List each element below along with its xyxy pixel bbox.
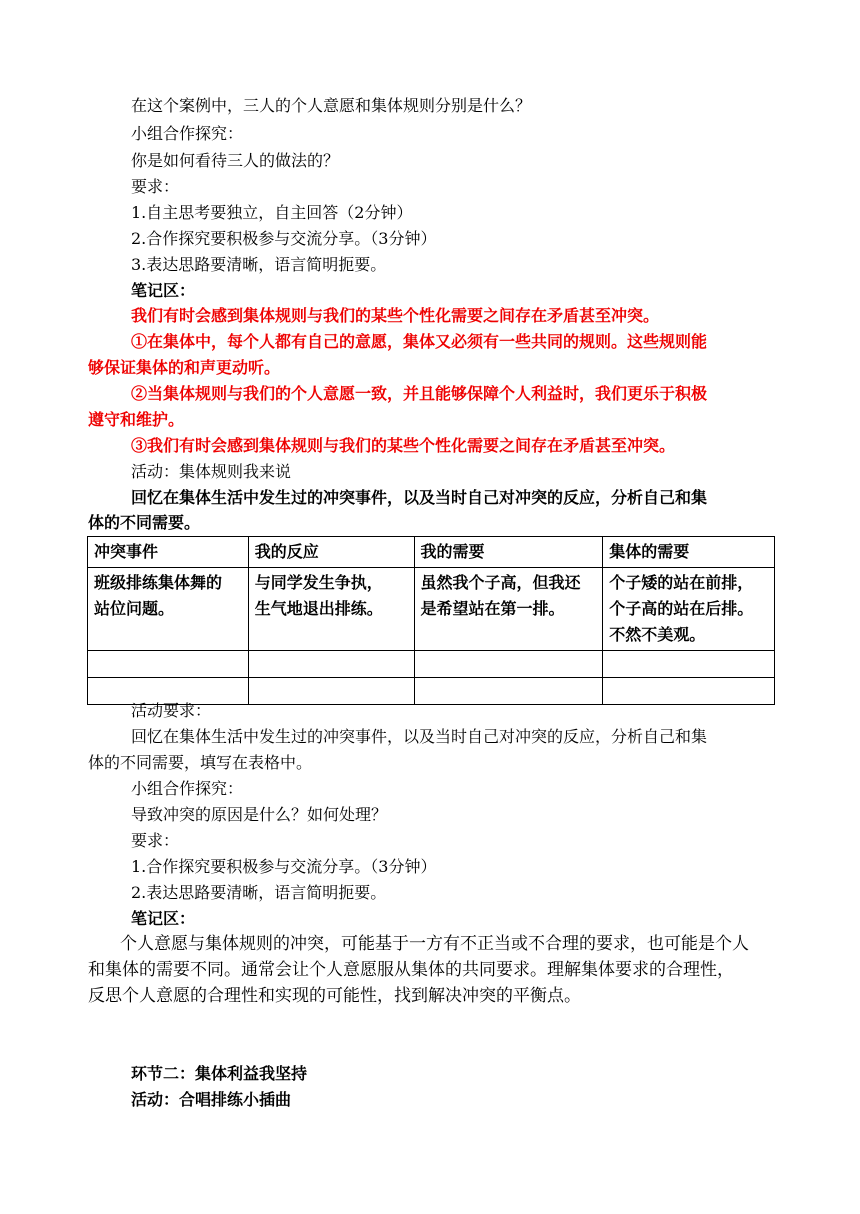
red-note-line: ①在集体中，每个人都有自己的意愿，集体又必须有一些共同的规则。这些规则能 (131, 332, 708, 351)
activity-intro-line: 体的不同需要。 (88, 513, 201, 532)
cell-line: 班级排练集体舞的 (94, 573, 223, 592)
red-note-line: ③我们有时会感到集体规则与我们的某些个性化需要之间存在矛盾甚至冲突。 (131, 436, 676, 455)
table-cell (88, 568, 249, 651)
activity-requirements-heading: 活动要求： (131, 701, 212, 720)
table-cell[interactable] (248, 678, 414, 705)
cell-line: 站位问题。 (94, 599, 175, 618)
table-cell (248, 568, 414, 651)
activity-title: 活动：合唱排练小插曲 (131, 1090, 292, 1109)
table-cell[interactable] (248, 651, 414, 678)
requirements-heading: 要求： (131, 831, 180, 850)
cell-line: 是希望站在第一排。 (420, 599, 565, 618)
table-cell[interactable] (603, 651, 775, 678)
requirement-2: 2.表达思路要清晰，语言简明扼要。 (131, 883, 387, 902)
table-header-row (88, 537, 775, 568)
cell-line: 个子高的站在后排。 (609, 599, 754, 618)
activity-intro-line: 回忆在集体生活中发生过的冲突事件，以及当时自己对冲突的反应，分析自己和集 (131, 488, 708, 507)
question: 导致冲突的原因是什么？如何处理？ (131, 805, 388, 824)
red-note-line: 遵守和维护。 (88, 410, 185, 429)
table-row (88, 568, 775, 651)
table-cell[interactable] (88, 651, 249, 678)
cell-line: 生气地退出排练。 (254, 599, 383, 618)
group-heading: 小组合作探究： (131, 779, 244, 798)
red-note-line: 我们有时会感到集体规则与我们的某些个性化需要之间存在矛盾甚至冲突。 (131, 306, 660, 325)
notes-line: 反思个人意愿的合理性和实现的可能性，找到解决冲突的平衡点。 (88, 986, 581, 1006)
table-header-cell: 集体的需要 (603, 537, 775, 568)
requirement-1: 1.自主思考要独立，自主回答（2分钟） (131, 203, 413, 222)
activity-requirements-line: 回忆在集体生活中发生过的冲突事件，以及当时自己对冲突的反应，分析自己和集 (131, 727, 708, 746)
red-note-line: 够保证集体的和声更动听。 (88, 358, 281, 377)
notes-line: 和集体的需要不同。通常会让个人意愿服从集体的共同要求。理解集体要求的合理性， (88, 960, 734, 980)
section-heading: 环节二：集体利益我坚持 (131, 1064, 308, 1083)
notes-heading: 笔记区： (131, 281, 196, 300)
question-1: 在这个案例中，三人的个人意愿和集体规则分别是什么？ (131, 96, 532, 115)
conflict-table (87, 536, 775, 705)
requirements-heading: 要求： (131, 177, 180, 196)
cell-line: 个子矮的站在前排， (609, 573, 754, 592)
cell-line: 与同学发生争执， (254, 573, 383, 592)
table-header-cell: 冲突事件 (88, 537, 249, 568)
table-cell (603, 568, 775, 651)
notes-line: 个人意愿与集体规则的冲突，可能基于一方有不正当或不合理的要求，也可能是个人 (120, 934, 749, 954)
table-cell[interactable] (603, 678, 775, 705)
table-cell (414, 568, 603, 651)
table-cell[interactable] (414, 678, 603, 705)
group-heading: 小组合作探究： (131, 124, 244, 143)
table-row-empty (88, 651, 775, 678)
table-header-cell: 我的反应 (248, 537, 414, 568)
table-cell[interactable] (414, 651, 603, 678)
requirement-3: 3.表达思路要清晰，语言简明扼要。 (131, 255, 387, 274)
cell-line: 虽然我个子高，但我还 (420, 573, 581, 592)
question-2: 你是如何看待三人的做法的？ (131, 151, 340, 170)
requirement-1: 1.合作探究要积极参与交流分享。（3分钟） (131, 857, 437, 876)
requirement-2: 2.合作探究要积极参与交流分享。（3分钟） (131, 229, 437, 248)
cell-line: 不然不美观。 (609, 625, 706, 644)
notes-heading: 笔记区： (131, 909, 196, 928)
table-header-cell: 我的需要 (414, 537, 603, 568)
red-note-line: ②当集体规则与我们的个人意愿一致，并且能够保障个人利益时，我们更乐于积极 (131, 384, 708, 403)
activity-requirements-line: 体的不同需要，填写在表格中。 (88, 753, 313, 772)
activity-title: 活动：集体规则我来说 (131, 462, 292, 481)
